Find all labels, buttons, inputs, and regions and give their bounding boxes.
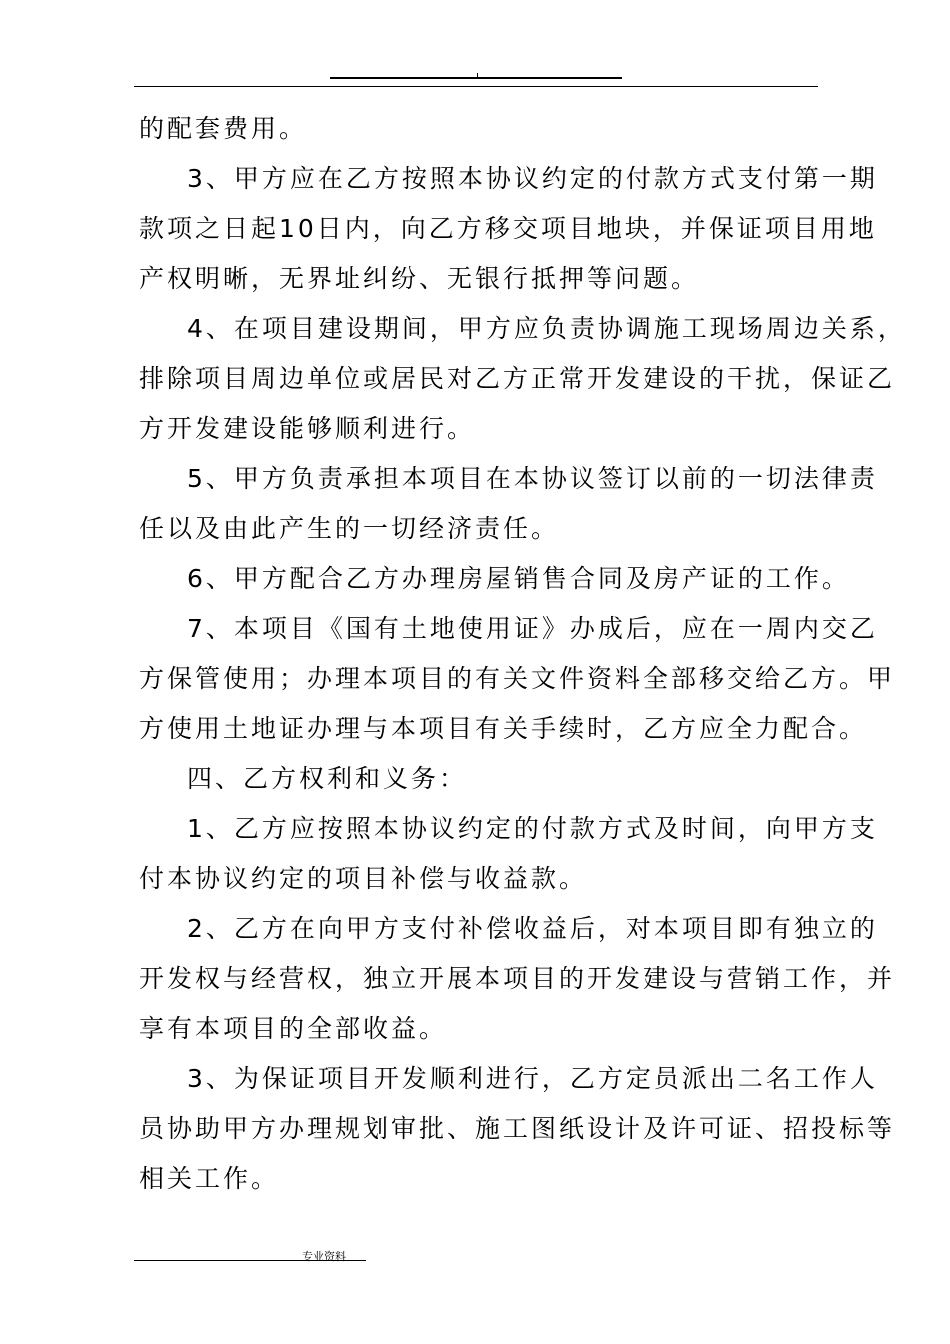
text-line: 任以及由此产生的一切经济责任。 [139, 514, 560, 543]
text-line: 四、乙方权利和义务： [187, 764, 468, 793]
text-line: 的配套费用。 [139, 114, 308, 143]
text-line: 员协助甲方办理规划审批、施工图纸设计及许可证、招投标等 [139, 1114, 896, 1143]
text-line: 产权明晰，无界址纠纷、无银行抵押等问题。 [139, 264, 700, 293]
text-line: 3、甲方应在乙方按照本协议约定的付款方式支付第一期 [187, 164, 878, 193]
text-line: 7、本项目《国有土地使用证》办成后，应在一周内交乙 [187, 614, 878, 643]
text-line: 2、乙方在向甲方支付补偿收益后，对本项目即有独立的 [187, 914, 878, 943]
text-line: 方使用土地证办理与本项目有关手续时，乙方应全力配合。 [139, 714, 868, 743]
text-line: 4、在项目建设期间，甲方应负责协调施工现场周边关系， [187, 314, 906, 343]
header-mark [330, 77, 622, 79]
text-line: 方保管使用；办理本项目的有关文件资料全部移交给乙方。甲 [139, 664, 896, 693]
text-line: 3、为保证项目开发顺利进行，乙方定员派出二名工作人 [187, 1064, 878, 1093]
text-line: 付本协议约定的项目补偿与收益款。 [139, 864, 588, 893]
document-body [139, 104, 906, 1204]
header-tick [477, 73, 478, 79]
text-line: 款项之日起10日内，向乙方移交项目地块，并保证项目用地 [139, 214, 877, 243]
footer-label: 专业资料 [302, 1250, 346, 1263]
text-line: 排除项目周边单位或居民对乙方正常开发建设的干扰，保证乙 [139, 364, 896, 393]
text-line: 相关工作。 [139, 1164, 280, 1193]
text-line: 5、甲方负责承担本项目在本协议签订以前的一切法律责 [187, 464, 878, 493]
text-line: 方开发建设能够顺利进行。 [139, 414, 476, 443]
text-line: 开发权与经营权，独立开展本项目的开发建设与营销工作，并 [139, 964, 896, 993]
header-rule [134, 86, 818, 87]
text-line: 6、甲方配合乙方办理房屋销售合同及房产证的工作。 [187, 564, 850, 593]
text-line: 享有本项目的全部收益。 [139, 1014, 448, 1043]
text-line: 1、乙方应按照本协议约定的付款方式及时间，向甲方支 [187, 814, 878, 843]
